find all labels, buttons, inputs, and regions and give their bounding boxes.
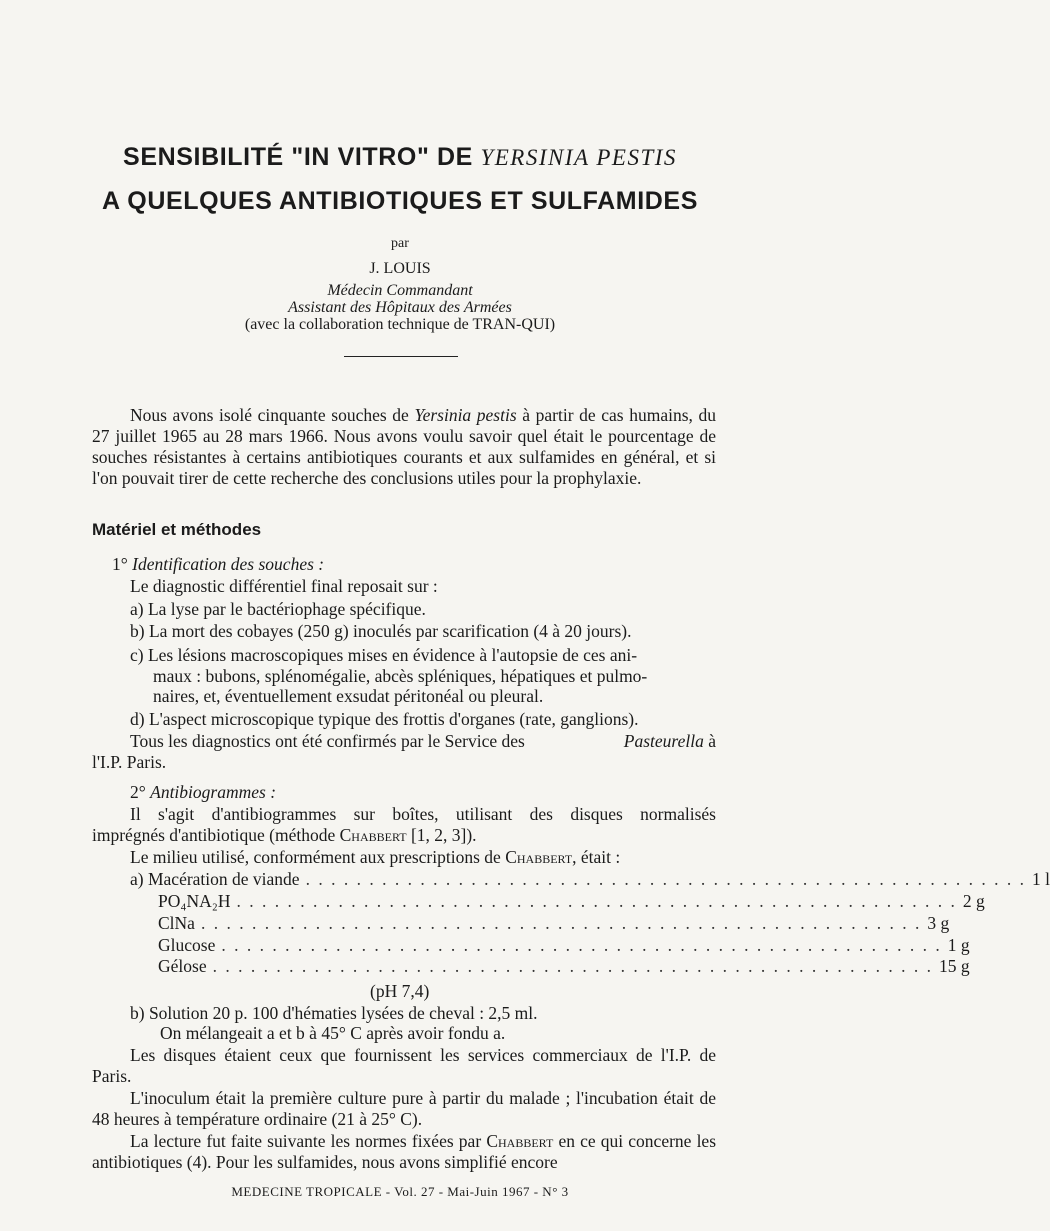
s1-confirm-genus: Pasteurella: [623, 731, 704, 751]
author-rank: Médecin Commandant: [327, 282, 473, 299]
subsection-2-label: Antibiogrammes :: [150, 782, 277, 802]
s1-item-c-line1: c) Les lésions macroscopiques mises en évidence à l'autopsie de ces ani-: [130, 645, 638, 665]
s1-confirm-line2: l'I.P. Paris.: [92, 752, 167, 772]
leader-dots: . . . . . . . . . . . . . . . . . . . . . . . . . . . . . . . . . . . . . . . . . . . . . . . . . . . . . . . . .: [221, 935, 942, 955]
lecture-chabbert: Chabbert: [486, 1131, 554, 1151]
leader-dots: . . . . . . . . . . . . . . . . . . . . . . . . . . . . . . . . . . . . . . . . . . . . . . . . . . . . . . . . .: [305, 869, 1026, 889]
subsection-1-number: 1°: [112, 554, 128, 574]
s2-line3-text: Le milieu utilisé, conformément aux prescriptions de: [130, 847, 501, 867]
title-main: SENSIBILITÉ "IN VITRO" DE: [123, 143, 473, 171]
paragraph-inoculum: L'inoculum était la première culture pure à partir du malade ; l'incubation était de 48 heures à température ordinaire (21 à 25° C).: [92, 1088, 716, 1129]
s1-confirm-line1: [130, 731, 716, 752]
intro-paragraph: [92, 405, 716, 489]
s1-item-a: a) La lyse par le bactériophage spécifique.: [130, 599, 426, 619]
medium-label: PO₄NA₂H: [158, 891, 231, 911]
lecture-text-b: en ce qui concerne les antibiotiques (4). Pour les sulfamides, nous avons simplifié encore: [92, 1131, 717, 1172]
paragraph-lecture: [92, 1131, 716, 1173]
article-title-line1: [0, 143, 800, 172]
leader-dots: . . . . . . . . . . . . . . . . . . . . . . . . . . . . . . . . . . . . . . . . . . . . . . . . . . . . . . . . .: [200, 913, 922, 933]
byline-par: par: [391, 236, 409, 251]
separator-rule: [344, 356, 458, 357]
medium-value: 2 g: [962, 891, 985, 911]
medium-ph: (pH 7,4): [370, 981, 430, 1001]
paragraph-disques: Les disques étaient ceux que fournissent les services commerciaux de l'I.P. de Paris.: [92, 1045, 716, 1086]
subsection-2-title: [130, 782, 276, 803]
s1-item-b: b) La mort des cobayes (250 g) inoculés par scarification (4 à 20 jours).: [130, 621, 632, 641]
s1-confirm-text: Tous les diagnostics ont été confirmés par le Service des: [130, 731, 525, 751]
intro-text-b: à partir de cas humains, du 27 juillet 1965 au 28 mars 1966. Nous avons voulu savoir quel était le pourcentage de souches résistantes à certains antibiotiques courants et aux sulfamides en général, et si l'on pouvait tirer de cette recherche des conclusions utiles pour la prophylaxie.: [92, 405, 717, 488]
s1-item-c-line2: maux : bubons, splénomégalie, abcès spléniques, hépatiques et pulmo-: [153, 666, 648, 686]
medium-row-2: [158, 913, 950, 934]
s2-line3-chabbert: Chabbert: [505, 847, 573, 867]
medium-label: Gélose: [158, 956, 207, 976]
s2-item-b: b) Solution 20 p. 100 d'hématies lysées de cheval : 2,5 ml.: [130, 1003, 538, 1023]
s2-line2: [92, 825, 477, 846]
s2-line2-ref: [1, 2, 3]).: [410, 825, 477, 845]
leader-dots: . . . . . . . . . . . . . . . . . . . . . . . . . . . . . . . . . . . . . . . . . . . . . . . . . . . . . . . . .: [236, 891, 957, 911]
article-title-line2: A QUELQUES ANTIBIOTIQUES ET SULFAMIDES: [102, 187, 698, 215]
subsection-1-title: [112, 554, 324, 575]
author-position: Assistant des Hôpitaux des Armées: [288, 299, 512, 316]
medium-label: a) Macération de viande: [130, 869, 300, 889]
lecture-text-a: La lecture fut faite suivante les normes fixées par: [130, 1131, 482, 1151]
medium-row-1: [158, 891, 985, 912]
author-collaboration: (avec la collaboration technique de TRAN-QUI): [244, 316, 556, 333]
title-species: YERSINIA PESTIS: [480, 145, 677, 170]
author-name: J. LOUIS: [369, 260, 431, 277]
medium-row-0: [130, 869, 1050, 890]
subsection-2-number: 2°: [130, 782, 146, 802]
medium-label: Glucose: [158, 935, 216, 955]
s2-mix: On mélangeait a et b à 45° C après avoir fondu a.: [160, 1023, 506, 1043]
medium-row-3: [158, 935, 970, 956]
s2-line2-text: imprégnés d'antibiotique (méthode: [92, 825, 336, 845]
s1-confirm-a: à: [708, 731, 716, 751]
medium-value: 3 g: [927, 913, 950, 933]
medium-value: 1 l: [1031, 869, 1050, 889]
leader-dots: . . . . . . . . . . . . . . . . . . . . . . . . . . . . . . . . . . . . . . . . . . . . . . . . . . . . . . . . .: [212, 956, 933, 976]
subsection-1-label: Identification des souches :: [132, 554, 325, 574]
s2-author-chabbert: Chabbert: [339, 825, 407, 845]
section-heading: Matériel et méthodes: [92, 520, 262, 539]
medium-row-4: [158, 956, 970, 977]
s1-intro: Le diagnostic différentiel final reposait sur :: [130, 576, 438, 596]
s1-item-c-line3: naires, et, éventuellement exsudat péritonéal ou pleural.: [153, 686, 544, 706]
s2-line3: [130, 847, 620, 868]
s2-line1: Il s'agit d'antibiogrammes sur boîtes, utilisant des disques normalisés: [130, 804, 716, 824]
s2-line3-end: , était :: [572, 847, 621, 867]
medium-label: ClNa: [158, 913, 195, 933]
intro-text-a: Nous avons isolé cinquante souches de: [130, 405, 409, 425]
intro-species: Yersinia pestis: [414, 405, 517, 425]
medium-value: 15 g: [938, 956, 970, 976]
s1-item-d: d) L'aspect microscopique typique des frottis d'organes (rate, ganglions).: [130, 709, 639, 729]
medium-value: 1 g: [947, 935, 970, 955]
journal-footer: MEDECINE TROPICALE - Vol. 27 - Mai-Juin 1967 - N° 3: [231, 1184, 569, 1199]
